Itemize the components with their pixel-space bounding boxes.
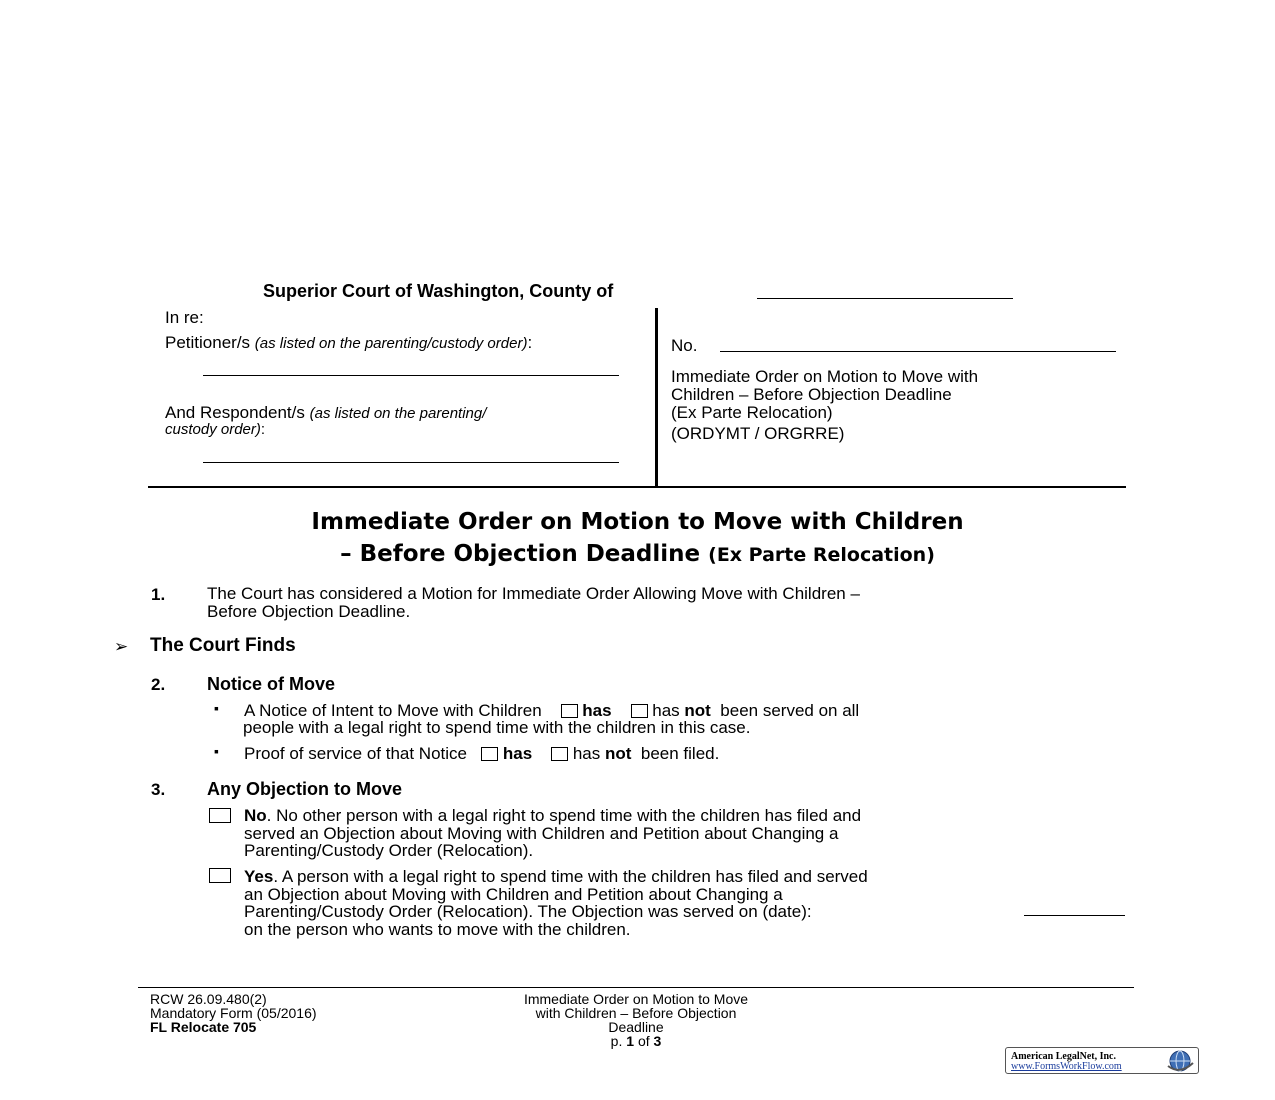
main-title-line-1: Immediate Order on Motion to Move with Children (311, 509, 964, 535)
proof-has-checkbox[interactable] (481, 747, 498, 761)
footer-center-2: with Children – Before Objection (535, 1005, 737, 1021)
court-finds-heading: The Court Finds (150, 635, 296, 656)
section-2-number: 2. (151, 675, 166, 694)
bullet-icon: ▪ (214, 700, 219, 716)
section-1-text-1: The Court has considered a Motion for Immediate Order Allowing Move with Children – (207, 584, 860, 603)
section-2-heading: Notice of Move (207, 674, 336, 694)
objection-yes-checkbox[interactable] (209, 868, 231, 883)
objection-no-line-3: Parenting/Custody Order (Relocation). (244, 841, 534, 860)
badge-url[interactable]: www.FormsWorkFlow.com (1011, 1061, 1122, 1072)
in-re-label: In re: (165, 308, 204, 327)
footer-center-3: Deadline (608, 1019, 664, 1035)
notice-has-checkbox[interactable] (561, 704, 578, 718)
case-number-label: No. (671, 336, 698, 355)
county-blank[interactable] (757, 298, 1013, 299)
footer-center-1: Immediate Order on Motion to Move (523, 991, 749, 1007)
doc-title-line-2: Children – Before Objection Deadline (671, 385, 952, 404)
doc-title-line-1: Immediate Order on Motion to Move with (671, 367, 979, 386)
footer-rule (138, 987, 1134, 988)
footer-mandatory: Mandatory Form (05/2016) (150, 1005, 317, 1021)
footer-rcw: RCW 26.09.480(2) (150, 991, 267, 1007)
objection-no-checkbox[interactable] (209, 808, 231, 823)
notice-bullet-line-1: A Notice of Intent to Move with Children has has not been served on all (244, 701, 860, 720)
objection-yes-line-3: Parenting/Custody Order (Relocation). The Objection was served on (date): (244, 902, 812, 921)
objection-date-blank[interactable] (1024, 915, 1125, 916)
caption-divider (655, 308, 658, 486)
objection-yes-line-1: Yes. A person with a legal right to spend time with the children has filed and served (244, 867, 868, 886)
petitioner-label: Petitioner/s (as listed on the parenting/custody order): (165, 333, 533, 352)
court-header: Superior Court of Washington, County of (263, 281, 614, 301)
notice-bullet-line-2: people with a legal right to spend time with the children in this case. (243, 718, 751, 737)
case-number-blank[interactable] (720, 351, 1116, 352)
section-1-text-2: Before Objection Deadline. (207, 602, 411, 621)
globe-icon (1164, 1049, 1196, 1073)
section-1-number: 1. (151, 585, 166, 604)
notice-has-not-checkbox[interactable] (631, 704, 648, 718)
proof-bullet-line: Proof of service of that Notice has has not been filed. (244, 744, 720, 763)
objection-yes-line-4: on the person who wants to move with the children. (244, 920, 631, 939)
objection-no-line-2: served an Objection about Moving with Children and Petition about Changing a (244, 824, 839, 843)
badge-company: American LegalNet, Inc. (1011, 1051, 1116, 1062)
petitioner-blank[interactable] (203, 375, 619, 376)
bullet-icon: ▪ (214, 743, 219, 759)
proof-has-not-checkbox[interactable] (551, 747, 568, 761)
caption-rule (148, 486, 1126, 488)
american-legalnet-badge[interactable] (1005, 1047, 1199, 1074)
respondent-note: custody order): (165, 421, 266, 438)
main-title-line-2: – Before Objection Deadline (Ex Parte Relocation) (340, 541, 935, 567)
respondent-label: And Respondent/s (as listed on the parenting/ (165, 403, 487, 422)
doc-title-line-3: (Ex Parte Relocation) (671, 403, 833, 422)
finds-arrow-icon: ➢ (114, 637, 129, 656)
section-3-number: 3. (151, 780, 166, 799)
objection-yes-line-2: an Objection about Moving with Children and Petition about Changing a (244, 885, 783, 904)
respondent-blank[interactable] (203, 462, 619, 463)
objection-no-line-1: No. No other person with a legal right to spend time with the children has filed and (244, 806, 862, 825)
footer-form-id: FL Relocate 705 (150, 1019, 257, 1035)
doc-codes: (ORDYMT / ORGRRE) (671, 424, 845, 443)
section-3-heading: Any Objection to Move (207, 779, 403, 799)
footer-page-number: p. 1 of 3 (610, 1033, 662, 1049)
